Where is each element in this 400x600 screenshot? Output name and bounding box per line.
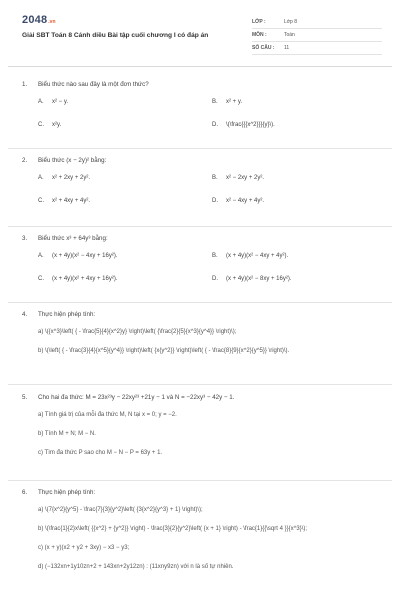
question-3	[22, 234, 382, 296]
options	[38, 252, 382, 296]
separator	[8, 384, 392, 385]
question-text: Biểu thức x³ + 64y³ bằng:	[38, 235, 108, 242]
sub-question: a) Tính giá trị của mỗi đa thức M, N tại x = 0; y = −2.	[38, 412, 177, 418]
question-number: 3.	[22, 235, 28, 242]
separator	[8, 480, 392, 481]
meta-label: MÔN :	[252, 32, 267, 38]
question-header	[22, 156, 382, 165]
option-text: x² − 2xy + 2y².	[226, 175, 265, 181]
question-6	[22, 488, 382, 572]
meta-label: SỐ CÂU :	[252, 45, 275, 51]
question-5	[22, 393, 382, 458]
question-number: 5.	[22, 394, 28, 401]
option-c[interactable]	[38, 275, 118, 283]
option-c[interactable]	[38, 197, 90, 205]
option-letter: C.	[38, 198, 44, 204]
header-divider	[8, 66, 392, 67]
meta-row-count	[252, 42, 382, 55]
question-text: Thực hiện phép tính:	[38, 311, 96, 318]
option-text: x² + y.	[226, 99, 243, 105]
option-letter: B.	[212, 175, 218, 181]
option-text: (x + 4y)(x² + 4xy + 16y²).	[52, 276, 118, 282]
separator	[8, 302, 392, 303]
question-1	[22, 80, 382, 142]
document-title: Giải SBT Toán 8 Cánh diều Bài tập cuối chương I có đáp án	[22, 32, 209, 39]
separator	[8, 148, 392, 149]
meta-row-subject	[252, 29, 382, 42]
sub-question: d) (−132xn+1y10zn+2 + 143xn+2y12zn) : (11xny9zn) với n là số tự nhiên.	[38, 564, 234, 570]
sub-question: b) Tính M + N; M − N.	[38, 431, 96, 437]
question-2	[22, 156, 382, 218]
option-a[interactable]	[38, 174, 90, 182]
option-b[interactable]	[212, 174, 264, 182]
option-letter: B.	[212, 99, 218, 105]
meta-row-grade	[252, 16, 382, 29]
options	[38, 174, 382, 218]
option-d[interactable]	[212, 197, 264, 205]
option-d[interactable]	[212, 121, 275, 129]
question-number: 4.	[22, 311, 28, 318]
option-a[interactable]	[38, 252, 118, 260]
option-letter: A.	[38, 253, 44, 259]
option-text: x² + 2xy + 2y².	[52, 175, 91, 181]
sub-question: a) \({x^3}\left( { - \frac{5}{4}{x^2}y} \right)\left( {\frac{2}{5}{x^3}{y^4}} \right)\);	[38, 329, 237, 335]
option-letter: D.	[212, 276, 218, 282]
option-a[interactable]	[38, 98, 68, 106]
question-text: Biểu thức (x − 2y)² bằng:	[38, 157, 107, 164]
option-letter: D.	[212, 122, 218, 128]
option-text: x² − 4xy + 4y².	[226, 198, 265, 204]
question-4	[22, 310, 382, 356]
option-letter: D.	[212, 198, 218, 204]
question-text: Biểu thức nào sau đây là một đơn thức?	[38, 81, 149, 88]
option-letter: C.	[38, 122, 44, 128]
sub-question: b) \(\frac{1}{2}x\left( {{x^2} + {y^2}} \right) - \frac{3}{2}{y^2}\left( {x + 1} \right) - \frac{1}{{\sqrt 4 }}{x^3}\);	[38, 526, 308, 532]
separator	[8, 226, 392, 227]
option-text: (x + 4y)(x² − 8xy + 16y²).	[226, 276, 292, 282]
sub-question: c) (x + y)(x2 + y2 + 3xy) − x3 − y3;	[38, 545, 130, 551]
sub-question: c) Tìm đa thức P sao cho M − N − P = 63y + 1.	[38, 450, 163, 456]
option-b[interactable]	[212, 98, 242, 106]
option-text: x²y.	[52, 122, 62, 128]
question-header	[22, 234, 382, 243]
question-header	[22, 488, 382, 497]
option-text: \(\frac{{{x^2}}}{y}\).	[226, 122, 275, 128]
option-letter: A.	[38, 99, 44, 105]
sub-question: b) \(\left( { - \frac{3}{4}{x^5}{y^4}} \right)\left( {x{y^2}} \right)\left( { - \frac{8}{9}{x^2}{y^5}} \right)\).	[38, 348, 290, 354]
sub-question: a) \(7{x^2}{y^5} - \frac{7}{3}{y^2}\left( {3{x^2}{y^3} + 1} \right)\);	[38, 507, 203, 513]
meta-value: 11	[284, 45, 290, 51]
question-number: 6.	[22, 489, 28, 496]
option-text: (x + 4y)(x² − 4xy + 4y²).	[226, 253, 289, 259]
question-header	[22, 310, 382, 319]
meta-label: LỚP :	[252, 19, 266, 25]
question-header	[22, 393, 382, 402]
logo-main: 2048	[22, 14, 48, 26]
option-text: (x + 4y)(x² − 4xy + 16y²).	[52, 253, 118, 259]
question-text: Cho hai đa thức: M = 23x²³y − 22xy²³ +21y − 1 và N = −22xy³ − 42y − 1.	[38, 394, 235, 401]
option-b[interactable]	[212, 252, 288, 260]
meta-table	[252, 16, 382, 55]
option-d[interactable]	[212, 275, 292, 283]
question-header	[22, 80, 382, 89]
option-letter: C.	[38, 276, 44, 282]
option-text: x² − y.	[52, 99, 69, 105]
meta-value: Toán	[284, 32, 295, 38]
site-logo[interactable]	[22, 14, 56, 26]
option-c[interactable]	[38, 121, 61, 129]
options	[38, 98, 382, 142]
question-text: Thực hiện phép tính:	[38, 489, 96, 496]
header	[0, 0, 400, 72]
option-text: x² + 4xy + 4y².	[52, 198, 91, 204]
question-number: 2.	[22, 157, 28, 164]
meta-value: Lớp 8	[284, 19, 298, 25]
option-letter: B.	[212, 253, 218, 259]
question-number: 1.	[22, 81, 28, 88]
logo-suffix: .vn	[48, 19, 56, 25]
option-letter: A.	[38, 175, 44, 181]
